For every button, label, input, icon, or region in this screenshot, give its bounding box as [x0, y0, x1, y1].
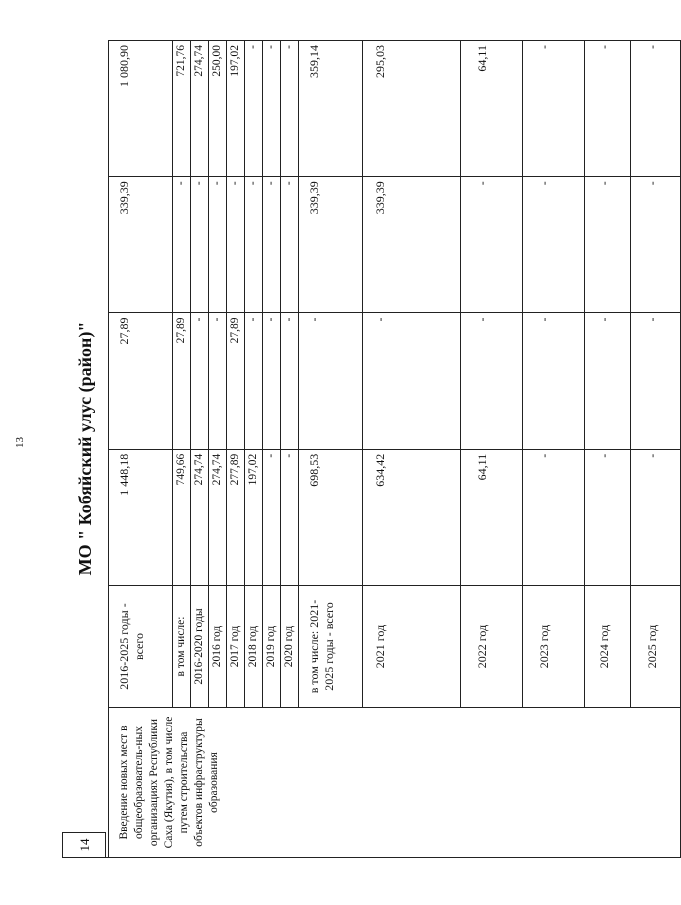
- value-cell: -: [585, 313, 631, 449]
- financing-table: [108, 40, 681, 858]
- section-title: МО " Кобяйский улус (район)": [62, 40, 108, 858]
- period-cell: 2016-2025 годы - всего: [109, 586, 173, 708]
- value-cell: -: [461, 177, 523, 313]
- value-cell: 1 448,18: [109, 449, 173, 585]
- value-cell: 339,39: [299, 177, 363, 313]
- period-cell: 2019 год: [263, 586, 281, 708]
- value-cell: -: [263, 41, 281, 177]
- measure-name: Введение новых мест в общеобразователь-ных организациях Республики Саха (Якутия), в том числе путем строительства объектов инфраструктуры образования: [109, 708, 681, 858]
- period-cell: 2016-2020 годы: [191, 586, 209, 708]
- value-cell: -: [631, 41, 681, 177]
- value-cell: -: [245, 177, 263, 313]
- value-cell: 197,02: [245, 449, 263, 585]
- period-cell: 2021 год: [363, 586, 461, 708]
- period-cell: 2020 год: [281, 586, 299, 708]
- value-cell: -: [281, 177, 299, 313]
- value-cell: -: [523, 449, 585, 585]
- value-cell: 27,89: [173, 313, 191, 449]
- period-cell: в том числе:: [173, 586, 191, 708]
- value-cell: -: [191, 177, 209, 313]
- value-cell: -: [523, 177, 585, 313]
- value-cell: -: [173, 177, 191, 313]
- value-cell: 197,02: [227, 41, 245, 177]
- value-cell: -: [631, 313, 681, 449]
- row-number: 14: [62, 832, 106, 858]
- value-cell: -: [585, 41, 631, 177]
- value-cell: 274,74: [191, 449, 209, 585]
- period-cell: 2022 год: [461, 586, 523, 708]
- value-cell: -: [281, 313, 299, 449]
- value-cell: 721,76: [173, 41, 191, 177]
- value-cell: -: [263, 449, 281, 585]
- value-cell: -: [245, 313, 263, 449]
- value-cell: 1 080,90: [109, 41, 173, 177]
- value-cell: -: [631, 177, 681, 313]
- value-cell: -: [209, 313, 227, 449]
- value-cell: 634,42: [363, 449, 461, 585]
- value-cell: 295,03: [363, 41, 461, 177]
- period-cell: 2017 год: [227, 586, 245, 708]
- period-cell: 2018 год: [245, 586, 263, 708]
- rotated-table-section: [62, 40, 659, 858]
- period-cell: 2025 год: [631, 586, 681, 708]
- period-cell: 2024 год: [585, 586, 631, 708]
- value-cell: 339,39: [109, 177, 173, 313]
- value-cell: -: [585, 177, 631, 313]
- value-cell: 27,89: [227, 313, 245, 449]
- period-cell: 2016 год: [209, 586, 227, 708]
- period-cell: 2023 год: [523, 586, 585, 708]
- value-cell: -: [631, 449, 681, 585]
- value-cell: -: [363, 313, 461, 449]
- value-cell: -: [281, 449, 299, 585]
- value-cell: 274,74: [209, 449, 227, 585]
- value-cell: 277,89: [227, 449, 245, 585]
- page-number: 13: [14, 437, 26, 448]
- value-cell: 698,53: [299, 449, 363, 585]
- period-cell: в том числе: 2021-2025 годы - всего: [299, 586, 363, 708]
- value-cell: -: [585, 449, 631, 585]
- value-cell: 359,14: [299, 41, 363, 177]
- value-cell: 339,39: [363, 177, 461, 313]
- value-cell: 64,11: [461, 449, 523, 585]
- value-cell: -: [523, 41, 585, 177]
- value-cell: -: [263, 177, 281, 313]
- value-cell: -: [191, 313, 209, 449]
- value-cell: -: [245, 41, 263, 177]
- value-cell: -: [461, 313, 523, 449]
- value-cell: 274,74: [191, 41, 209, 177]
- value-cell: -: [299, 313, 363, 449]
- value-cell: -: [227, 177, 245, 313]
- value-cell: -: [263, 313, 281, 449]
- value-cell: 27,89: [109, 313, 173, 449]
- value-cell: 64,11: [461, 41, 523, 177]
- value-cell: 250,00: [209, 41, 227, 177]
- value-cell: 749,66: [173, 449, 191, 585]
- value-cell: -: [523, 313, 585, 449]
- value-cell: -: [209, 177, 227, 313]
- value-cell: -: [281, 41, 299, 177]
- table-row: [109, 41, 173, 858]
